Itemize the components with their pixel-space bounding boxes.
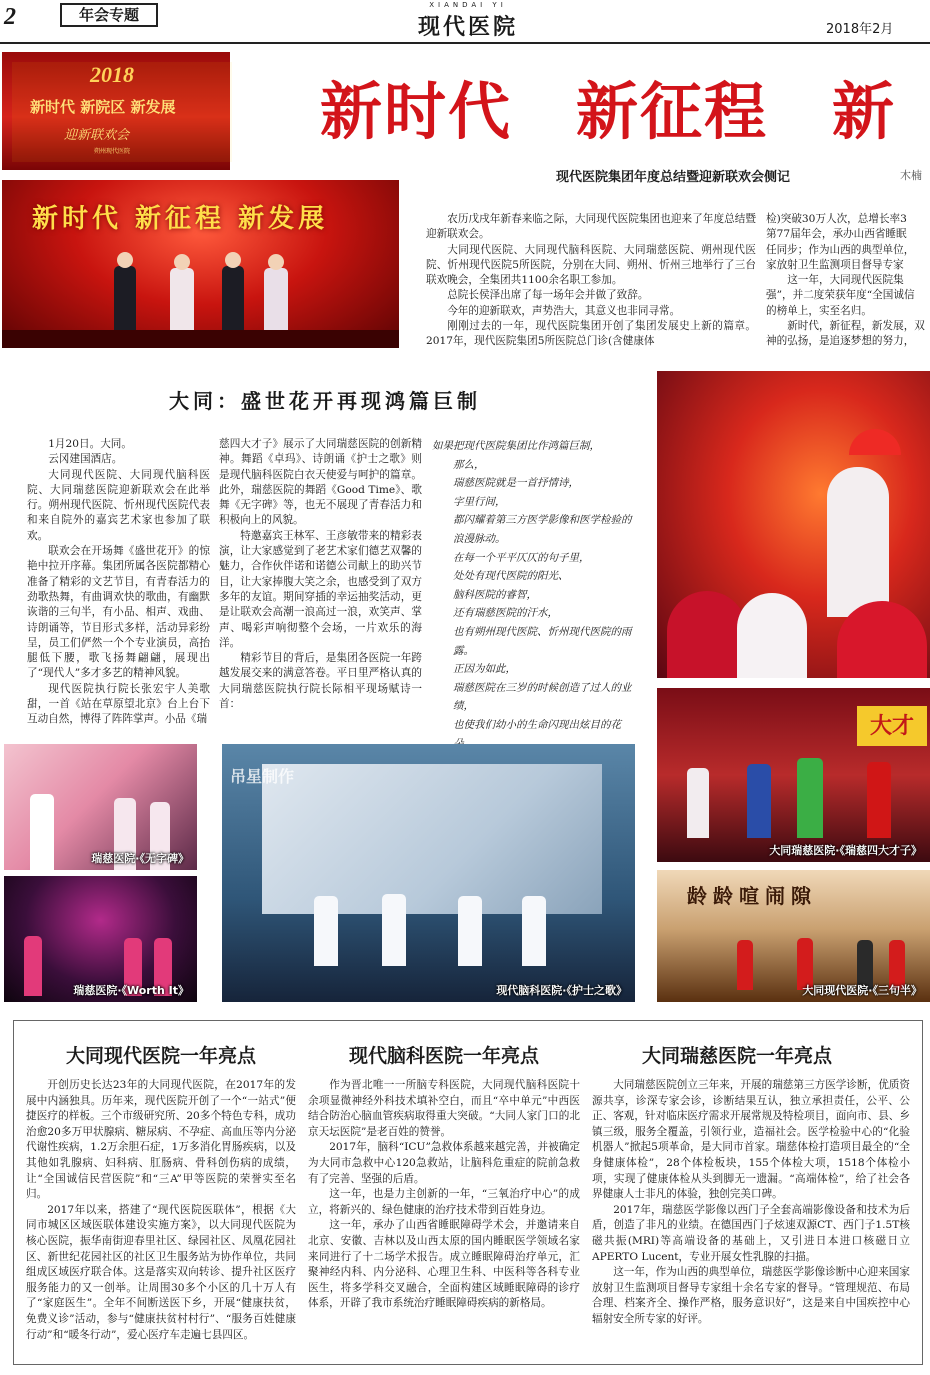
paragraph: 慈四大才子》展示了大同瑞慈医院的创新精神。舞蹈《卓玛》、诗朗诵《护士之歌》则是现代脑科医院白衣天使爱与呵护的篇章。此外，瑞慈医院的舞蹈《Good Time》、歌舞《无字碑》等，也无不展现了青春活力和积极向上的风貌。 xyxy=(219,438,422,527)
nurse-figure xyxy=(314,896,338,966)
skit-photo xyxy=(657,688,930,862)
highlight-paragraph: 这一年，承办了山西省睡眠障碍学术会，并邀请来自北京、安徽、吉林以及山西太原的国内睡眠医学领域名家来同进行了十二场学术报告。成立睡眠障碍治疗单元，汇聚神经内科、内分泌科、心理卫生科、中医科等各科专业医生，将多学科交叉融合，全面构建区域睡眠障碍的诊疗体系，开辟了我市系统治疗睡眠障碍疾病的新格局。 xyxy=(308,1219,580,1310)
paragraph: 联欢会在开场舞《盛世花开》的惊艳中拉开序幕。集团所属各医院都精心准备了精彩的文艺节目，有青春活力的劲歌热舞，有曲调欢快的歌曲，有幽默诙谐的三句半，有小品、相声、戏曲、诗朗诵等，节目形式多样，活动异彩纷呈，员工们俨然一个个专业演员，高抬腿低下腰，歌飞扬舞翩翩，展现出了“现代人”多才多艺的精神风貌。 xyxy=(27,545,210,680)
banner-photo xyxy=(2,52,230,170)
host-figure xyxy=(170,268,194,338)
paper-name: 现代医院 xyxy=(417,14,518,40)
article-column-1 xyxy=(27,437,210,737)
highlight-title: 大同现代医院一年亮点 xyxy=(65,1045,256,1067)
actor-figure xyxy=(687,768,709,838)
paragraph: 精彩节目的背后，是集团各医院一年跨越发展交来的满意答卷。平日里严格认真的大同瑞慈医院执行院长际相平现场赋诗一首： xyxy=(219,652,422,711)
paragraph: 新时代，新征程，新发展，双 xyxy=(787,320,925,333)
host-head xyxy=(174,254,190,270)
highlight-paragraph: 开创历史长达23年的大同现代医院，在2017年的发展中内涵独具。历年来，现代医院开创了一个“一站式”便捷医疗的样板。三个市级研究所、20多个特色专科，成功治愈20多万甲状腺病、糖尿病、不孕症、高血压等内分泌代谢性疾病，1.2万余胆石症，1万多消化胃肠疾病，以及其他如乳腺病、妇科病、肛肠病、骨科创伤病的成绩，让“全国诚信民营医院”和“三A”甲等医院的荣誉实至名归。 xyxy=(26,1079,296,1201)
paragraph: 云冈建国酒店。 xyxy=(48,453,123,466)
highlight-title: 现代脑科医院一年亮点 xyxy=(348,1045,539,1067)
highlight-paragraph: 2017年，脑科“ICU”急救体系越来越完善，并被确定为大同市急救中心120急救站，让脑科危重症的院前急救有了完善、坚强的后盾。 xyxy=(308,1141,580,1185)
intro-paragraph: 刚刚过去的一年，现代医院集团开创了集团发展史上新的篇章。2017年，现代医院集团5所医院总门诊(含健康体 xyxy=(426,320,756,348)
stage-slogan: 新时代 新征程 新发展 xyxy=(32,204,329,234)
highlight-paragraph: 这一年，也是力主创新的一年，“三氧治疗中心”的成立，将新兴的、绿色健康的治疗技术带到百姓身边。 xyxy=(308,1188,580,1216)
singer-figure xyxy=(30,794,54,870)
banner-subtitle: 迎新联欢会 xyxy=(64,128,130,143)
stage-board: 龄龄喧闹隙 xyxy=(687,884,817,908)
poem-line: 那么， xyxy=(453,458,485,471)
screen-display xyxy=(262,764,602,914)
banner-slogan: 新时代 新院区 新发展 xyxy=(30,98,176,116)
paragraph: 1月20日。大同。 xyxy=(48,438,132,450)
paragraph: 家放射卫生监测项目督导专家 xyxy=(766,258,904,271)
host-head xyxy=(117,252,133,268)
host-figure xyxy=(222,266,244,336)
highlight-paragraph: 作为晋北唯一一所脑专科医院，大同现代脑科医院十余项显微神经外科技术填补空白，而且“卒中单元”中西医结合防治心脑血管疾病取得重大突破。“大同人家门口的北京天坛医院”是老百姓的赞誉。 xyxy=(308,1079,580,1138)
paragraph: 任同步；作为山西的典型单位， xyxy=(766,243,915,256)
host-figure xyxy=(264,268,288,338)
intro-paragraph: 大同现代医院、大同现代脑科医院、大同瑞慈医院、朔州现代医院、忻州现代医院5所医院，分别在大同、朔州、忻州三地举行了三台联欢晚会，全集团共1100余名职工参加。 xyxy=(426,243,756,287)
host-figure xyxy=(114,266,136,336)
nurse-figure xyxy=(458,896,482,966)
subheadline: 现代医院集团年度总结暨迎新联欢会侧记 xyxy=(556,170,791,185)
performer-figure xyxy=(737,940,753,990)
poem xyxy=(432,437,640,737)
stage-board: 大才 xyxy=(857,706,927,746)
poem-line: 瑞慈医院在三岁的时候创造了过人的业绩， xyxy=(453,681,632,713)
highlight-paragraph: 2017年，瑞慈医学影像以西门子全套高端影像设备和技术为后盾，创造了非凡的业绩。在德国西门子炫速双源CT、西门子1.5T核磁共振(MRI)等高端设备的基础上，又引进日本进口核磁日立 APERTO Lucent，专业开展女性乳腺的扫描。 xyxy=(592,1203,910,1263)
banner-year: 2018 xyxy=(90,62,134,87)
host-head xyxy=(225,252,241,268)
intro-column-2 xyxy=(766,212,930,350)
intro-paragraph: 农历戊戌年新春来临之际，大同现代医院集团也迎来了年度总结暨迎新联欢会。 xyxy=(426,213,756,241)
photo-caption: 现代脑科医院·《护士之歌》 xyxy=(496,984,627,997)
highlight-column-naoke xyxy=(308,1078,580,1360)
paragraph: 现代医院执行院长张宏宇人美歌甜，一首《站在草原望北京》台上台下互动自然，博得了阵阵掌声。小品《瑞 xyxy=(27,682,210,726)
byline: 木楠 xyxy=(900,169,922,182)
intro-column-1 xyxy=(426,212,756,350)
dancer-figure xyxy=(24,936,42,996)
paragraph: 的榜单上，实至名归。 xyxy=(766,304,872,317)
page-number: 2 xyxy=(4,4,16,30)
issue-date: 2018年2月 xyxy=(826,22,894,37)
nurses-recital-photo xyxy=(222,744,635,1002)
actor-figure xyxy=(747,764,771,838)
paragraph: 神的弘扬，是追逐梦想的努力， xyxy=(766,335,915,348)
dance-worth-it-photo xyxy=(4,876,197,1002)
paper-pinyin: XIANDAI YI xyxy=(429,1,507,9)
dancer xyxy=(827,467,889,617)
poem-line: 如果把现代医院集团比作鸿篇巨制， xyxy=(432,440,600,452)
highlight-paragraph: 这一年，作为山西的典型单位，瑞慈医学影像诊断中心迎来国家放射卫生监测项目督导专家组十余名专家的督导。“管理规范、布局合理、档案齐全、操作严格，服务意识好”，这是来自中国疾控中心辐射安全所专家的好评。 xyxy=(592,1266,910,1325)
paragraph: 检)突破30万人次，总增长率3 xyxy=(766,213,907,225)
actor-figure xyxy=(797,758,823,838)
nurse-figure xyxy=(382,894,406,966)
poem-line: 处处有现代医院的阳光、 xyxy=(453,570,569,583)
banner-organizer: 朔州现代医院 xyxy=(94,148,131,155)
dancer xyxy=(667,591,747,678)
screen-text: 吊星制作 xyxy=(230,767,295,786)
poem-line: 也有朔州现代医院、忻州现代医院的雨露。 xyxy=(453,625,632,657)
photo-caption: 大同现代医院·《三句半》 xyxy=(802,984,922,997)
poem-line: 脑科医院的睿智， xyxy=(453,588,537,601)
intro-paragraph: 总院长侯泽出席了每一场年会并做了致辞。 xyxy=(447,289,649,302)
highlight-paragraph: 2017年以来，搭建了“现代医院医联体”，根据《大同市城区区域医联体建设实施方案》，以大同现代医院为核心医院，振华南街迎春里社区、绿园社区、凤凰花园社区、新世纪花园社区的社区卫生服务站为协作单位，共同组成区域医疗联合体。这是落实双向转诊、提升社区医疗服务能力的又一创举。让周围30多个小区的几十万人有了“家庭医生”。全年不间断送医下乡，开展“健康扶贫，免费义诊”活动，参与“健康扶贫村村行”、“服务百姓健康行动”和“暖冬行动”，爱心医疗车走遍七县四区。 xyxy=(26,1203,296,1341)
photo-caption: 瑞慈医院·《Worth It》 xyxy=(73,984,189,997)
stage-floor xyxy=(2,330,399,348)
highlight-column-xiandai xyxy=(26,1078,296,1360)
article-column-2 xyxy=(219,437,422,737)
nurse-figure xyxy=(522,896,546,966)
poem-line: 都闪耀着第三方医学影像和医学检验的浪漫脉动。 xyxy=(453,514,632,545)
section-title: 大同：盛世花开再现鸿篇巨制 xyxy=(169,389,481,413)
poem-line: 还有瑞慈医院的汗水， xyxy=(453,607,558,620)
dancer xyxy=(737,593,807,678)
song-performance-photo xyxy=(4,744,197,870)
paragraph: 大同现代医院、大同现代脑科医院、大同瑞慈医院迎新联欢会在此举行。朔州现代医院、忻州现代医院代表和来自院外的嘉宾艺术家也参加了联欢。 xyxy=(27,468,210,542)
photo-caption: 大同瑞慈医院·《瑞慈四大才子》 xyxy=(769,844,922,857)
headline: 新时代 新征程 新 xyxy=(320,75,897,148)
photo-caption: 瑞慈医院·《无字碑》 xyxy=(91,852,189,865)
paragraph: 强”，并二度荣获年度“全国诚信 xyxy=(766,289,915,302)
paragraph: 这一年，大同现代医院集 xyxy=(787,274,904,287)
actor-figure xyxy=(867,762,891,838)
poem-line: 正因为如此， xyxy=(453,663,516,676)
poem-line: 在每一个平平仄仄的句子里， xyxy=(453,551,590,564)
dance-performance-photo xyxy=(657,371,930,678)
paragraph: 第77届年会，承办山西省睡眠 xyxy=(766,228,907,241)
highlight-paragraph: 大同瑞慈医院创立三年来，开展的瑞慈第三方医学诊断，优质资源共享，诊深专家会诊，诊断结果互认，独立承担责任，公平、公正、客观，针对临床医疗需求开展常规及特检项目，面向市、县、乡镇三级，服务全覆盖，引领行业，造福社会。医学检验中心的“化验机器人”掀起5项革命，是大同市首家。瑞慈体检打造项目最全的“全身健康体检”，28个体检板块，155个体检大项，1518个体检小项，实现了健康体检从头到脚无一遗漏。“高端体检”，给了社会各界健康人士非凡的体验，独创完美口碑。 xyxy=(592,1079,910,1201)
highlight-title: 大同瑞慈医院一年亮点 xyxy=(641,1045,832,1067)
poem-line: 也使我们幼小的生命闪现出炫目的花 xyxy=(453,718,621,731)
highlight-column-ruici xyxy=(592,1078,910,1360)
sanjuban-photo xyxy=(657,870,930,1002)
paragraph: 特邀嘉宾王林军、王彦敏带来的精彩表演，让大家感觉到了老艺术家们德艺双馨的魅力，合作伙伴诺和诺德公司献上的助兴节目，让大家捧腹大笑之余，也感受到了双方多年的友谊。期间穿插的幸运抽奖活动，更是让联欢会高潮一浪高过一浪，欢笑声、掌声、喝彩声响彻整个会场，一片欢乐的海洋。 xyxy=(219,529,422,649)
intro-paragraph: 今年的迎新联欢，声势浩大，其意义也非同寻常。 xyxy=(447,304,681,317)
stage-hosts-photo xyxy=(2,180,399,348)
poem-line: 瑞慈医院就是一首抒情诗， xyxy=(453,477,579,490)
section-label: 年会专题 xyxy=(60,3,158,27)
dancer xyxy=(837,601,927,678)
host-head xyxy=(268,254,284,270)
umbrella xyxy=(849,429,901,455)
poem-line: 字里行间， xyxy=(453,495,506,508)
